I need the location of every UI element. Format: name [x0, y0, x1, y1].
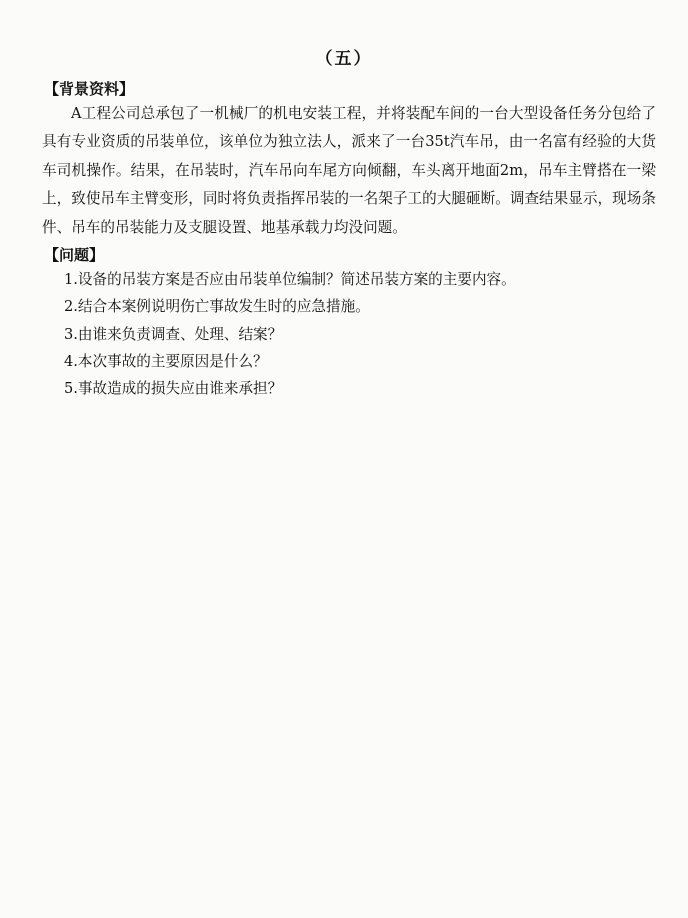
background-paragraph: A工程公司总承包了一机械厂的机电安装工程，并将装配车间的一台大型设备任务分包给了具有专业资质的吊装单位，该单位为独立法人，派来了一台35t汽车吊，由一名富有经验的大货车司机操作。结果，在吊装时，汽车吊向车尾方向倾翻，车头离开地面2m，吊车主臂搭在一梁上，致使吊车主臂变形，同时将负责指挥吊装的一名架子工的大腿砸断。调查结果显示，现场条件、吊车的吊装能力及支腿设置、地基承载力均没问题。 — [42, 105, 656, 236]
question-item-1: 1.设备的吊装方案是否应由吊装单位编制？简述吊装方案的主要内容。 — [64, 271, 516, 288]
chapter-heading: （五） — [315, 49, 373, 69]
background-section-label: 【背景资料】 — [44, 80, 135, 98]
question-item-5: 5.事故造成的损失应由谁来承担？ — [64, 380, 283, 398]
question-list — [64, 266, 516, 402]
question-item-3: 3.由谁来负责调查、处理、结案？ — [64, 325, 283, 343]
question-item-4: 4.本次事故的主要原因是什么？ — [64, 352, 268, 370]
question-item-2: 2.结合本案例说明伤亡事故发生时的应急措施。 — [64, 298, 370, 316]
questions-section-label: 【问题】 — [44, 246, 105, 264]
